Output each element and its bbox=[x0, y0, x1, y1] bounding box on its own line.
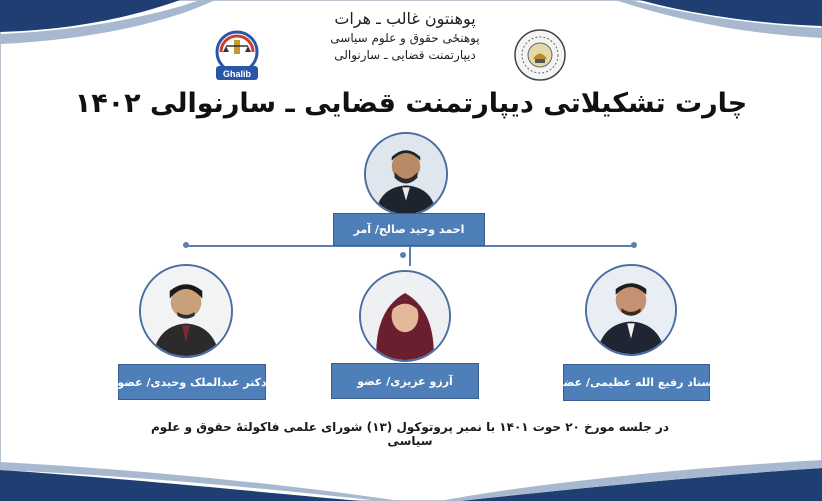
member-name-box-middle: آرزو عزیزی/ عضو bbox=[331, 363, 479, 399]
logo-text: Ghalib bbox=[222, 69, 252, 79]
head-name-box: احمد وحید صالح/ آمر bbox=[333, 213, 485, 246]
member-name-box-right: استاد رفیع الله عظیمی/ عضو bbox=[563, 364, 710, 401]
member-photo-middle bbox=[359, 270, 451, 362]
connector-head-vertical bbox=[409, 246, 411, 266]
ghalib-logo bbox=[212, 30, 262, 82]
university-seal-logo bbox=[513, 28, 567, 82]
member-name-box-left: دکتر عبدالملک وحیدی/ عضو bbox=[118, 364, 266, 400]
faculty-name: پوهنځی حقوق و علوم سیاسی bbox=[330, 31, 480, 45]
department-name: دیپارتمنت قضایی ـ سارنوالی bbox=[334, 48, 476, 62]
member-photo-right bbox=[585, 264, 677, 356]
approval-caption: در جلسه مورخ ۲۰ حوت ۱۴۰۱ با نمبر پروتوکول (۱۳) شورای علمی فاکولتهٔ حقوق و علوم سیاسی bbox=[151, 420, 669, 448]
connector-dot-middle bbox=[400, 252, 406, 258]
member-photo-left bbox=[139, 264, 233, 358]
connector-dot-left bbox=[183, 242, 189, 248]
head-photo bbox=[364, 132, 448, 216]
page-title: چارت تشکیلاتی دیپارتمنت قضایی ـ سارنوالی ۱۴۰۲ bbox=[74, 88, 748, 119]
university-name: پوهنتون غالب ـ هرات bbox=[334, 9, 476, 28]
header-block bbox=[300, 8, 510, 64]
connector-dot-right bbox=[631, 242, 637, 248]
